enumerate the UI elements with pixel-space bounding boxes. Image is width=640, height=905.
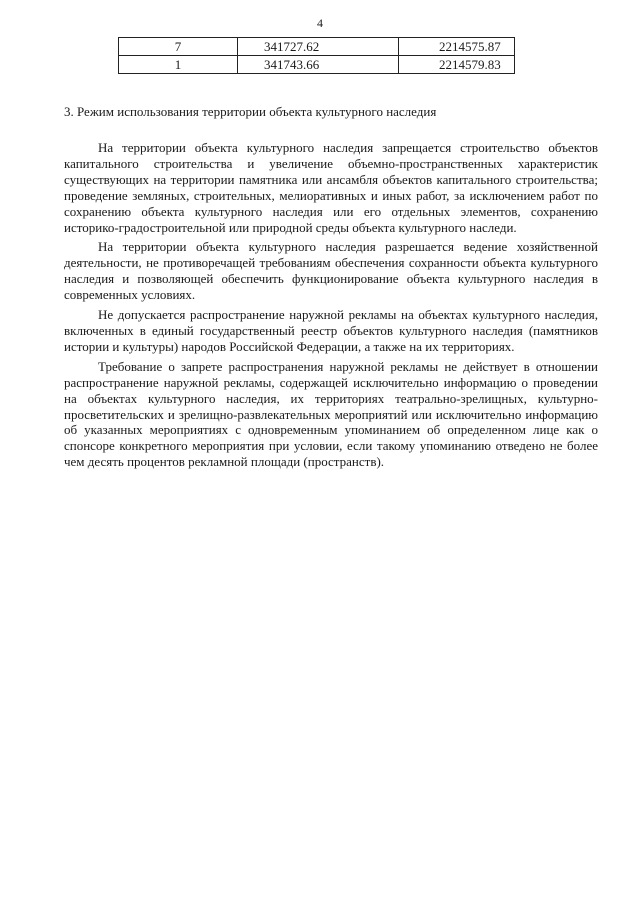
- x-coordinate-cell: 341743.66: [238, 56, 399, 74]
- paragraph: На территории объекта культурного наследия запрещается строительство объектов капитального строительства и увеличение объемно-пространственных характеристик существующих на территории памятника или ансамбля объектов капитального строительства; проведение земляных, строительных, мелиоративных и иных работ, за исключением работ по сохранению объекта культурного наследия или его отдельных элементов, сохранению историко-градостроительной или природной среды объекта культурного наследи.: [64, 140, 598, 235]
- y-coordinate-cell: 2214575.87: [399, 38, 515, 56]
- section-heading: 3. Режим использования территории объекта культурного наследия: [64, 104, 437, 119]
- x-coordinate-cell: 341727.62: [238, 38, 399, 56]
- page-number: 4: [317, 16, 323, 30]
- section-body: [64, 140, 598, 474]
- table-row: [119, 56, 515, 74]
- paragraph: Требование о запрете распространения наружной рекламы не действует в отношении распространение наружной рекламы, содержащей исключительно информацию о проведении на объектах культурного наследия, их территориях театрально-зрелищных, культурно-просветительских и зрелищно-развлекательных мероприятий или исключительно информацию об указанных мероприятиях с одновременным упоминанием об определенном лице как о спонсоре конкретного мероприятия при условии, если такому упоминанию отведено не более чем десять процентов рекламной площади (пространств).: [64, 358, 598, 470]
- point-number-cell: 7: [119, 38, 238, 56]
- table-row: [119, 38, 515, 56]
- point-number-cell: 1: [119, 56, 238, 74]
- y-coordinate-cell: 2214579.83: [399, 56, 515, 74]
- coordinates-table: [118, 37, 515, 74]
- paragraph: Не допускается распространение наружной рекламы на объектах культурного наследия, включенных в единый государственный реестр объектов культурного наследия (памятников истории и культуры) народов Российской Федерации, а также на их территориях.: [64, 307, 598, 354]
- paragraph: На территории объекта культурного наследия разрешается ведение хозяйственной деятельности, не противоречащей требованиям обеспечения сохранности объекта культурного наследия и позволяющей обеспечить функционирование объекта культурного наследия в современных условиях.: [64, 239, 598, 303]
